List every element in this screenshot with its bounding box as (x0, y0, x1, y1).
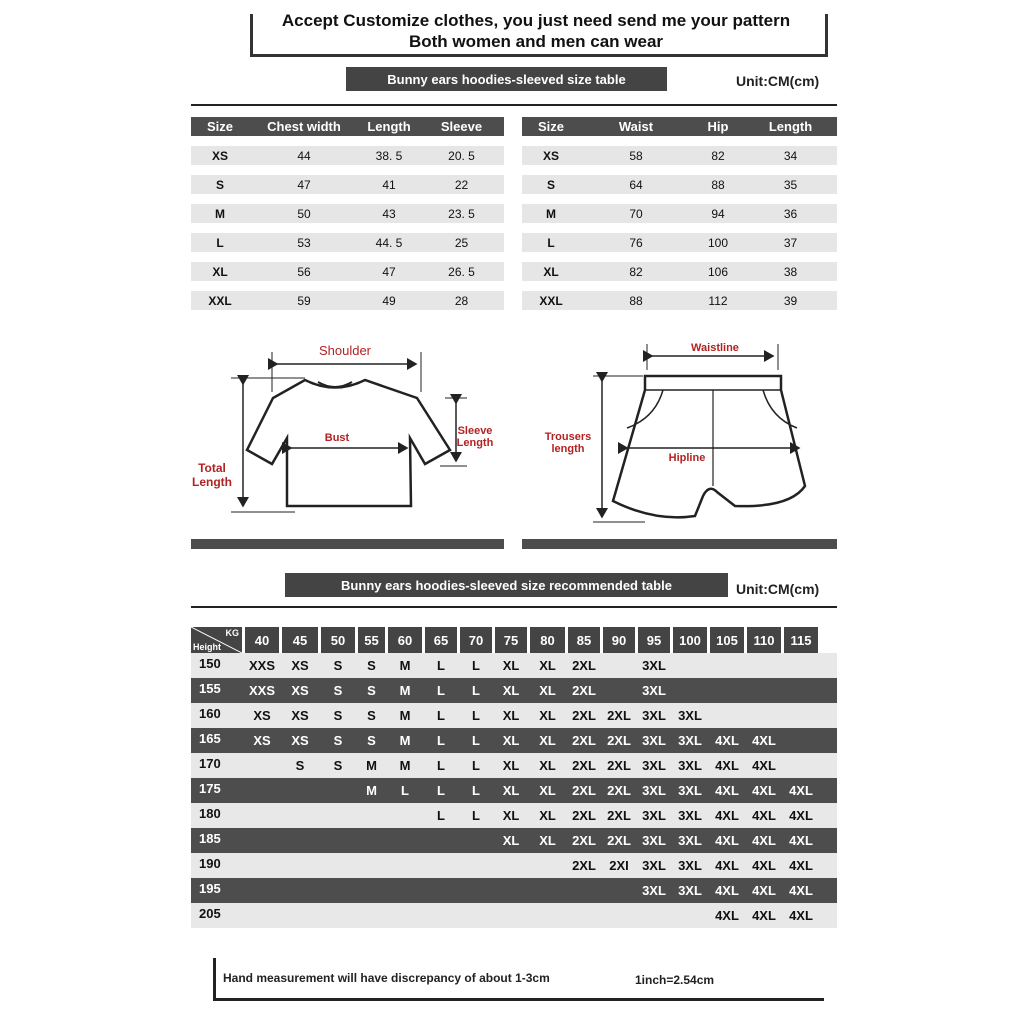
size-cell: 3XL (642, 883, 666, 898)
size-cell: 2XL (607, 708, 631, 723)
size-cell: XS (253, 708, 271, 723)
trousers-length-label: Trousers length (544, 431, 592, 455)
size-cell: 3XL (678, 783, 702, 798)
size-cell: L (472, 758, 480, 773)
size-cell: XL (502, 658, 520, 673)
size-cell: S (333, 758, 343, 773)
size-cell: L (437, 783, 445, 798)
size-table-unit: Unit:CM(cm) (736, 73, 820, 89)
kg-header-cell: 90 (603, 627, 635, 653)
bottom-table-cell: 82 (711, 148, 725, 163)
shoulder-label: Shoulder (318, 343, 372, 358)
size-cell: M (399, 683, 411, 698)
bottom-table-cell: 64 (629, 177, 643, 192)
size-cell: S (333, 708, 343, 723)
size-cell: 4XL (789, 783, 813, 798)
top-header-cell: Sleeve (440, 119, 483, 134)
recommended-row (191, 778, 837, 803)
top-table-cell: 59 (297, 293, 311, 308)
top-table-cell: M (215, 206, 225, 221)
size-cell: 4XL (752, 833, 776, 848)
top-table-cell: 20. 5 (448, 148, 475, 163)
size-cell: XL (502, 683, 520, 698)
kg-header-cell: 40 (245, 627, 279, 653)
size-cell: 4XL (752, 783, 776, 798)
size-cell: 2XL (572, 808, 596, 823)
top-table-cell: 22 (454, 177, 469, 192)
bottom-table-cell: S (546, 177, 555, 192)
size-cell: L (437, 733, 445, 748)
size-cell: 2XL (607, 833, 631, 848)
size-cell: M (399, 708, 411, 723)
top-table-header (191, 117, 504, 136)
size-cell: 3XL (678, 708, 702, 723)
recommended-row (191, 828, 837, 853)
size-cell: XXS (248, 683, 275, 698)
top-table-row (191, 175, 504, 194)
top-table-cell: 43 (382, 206, 396, 221)
top-table-cell: 26. 5 (448, 264, 475, 279)
kg-header-cell: 70 (460, 627, 492, 653)
bottom-size-table (522, 117, 837, 320)
size-cell: S (367, 733, 376, 748)
top-table-row (191, 204, 504, 223)
bottom-table-row (522, 233, 837, 252)
size-cell: 4XL (752, 808, 776, 823)
divider-rule-2 (191, 606, 837, 608)
size-cell: L (472, 783, 480, 798)
size-cell: L (437, 808, 445, 823)
size-cell: S (295, 758, 305, 773)
size-cell: M (399, 733, 411, 748)
top-table-row (191, 146, 504, 165)
size-cell: XL (539, 783, 556, 798)
size-cell: 2XL (572, 658, 596, 673)
bottom-table-cell: XS (542, 148, 559, 163)
top-table-cell: L (216, 235, 224, 250)
bottom-table-row (522, 204, 837, 223)
recommended-row (191, 803, 837, 828)
height-cell: 190 (199, 856, 221, 871)
top-table-row (191, 233, 504, 252)
bottom-table-cell: XXL (539, 293, 563, 308)
kg-header-cell: 75 (495, 627, 527, 653)
size-cell: 4XL (715, 733, 739, 748)
top-table-cell: 47 (382, 264, 396, 279)
height-cell: 195 (199, 881, 221, 896)
bottom-header-cell: Length (768, 119, 813, 134)
shorts-outline (613, 376, 805, 517)
recommended-body (191, 653, 837, 928)
size-cell: S (333, 658, 343, 673)
recommended-table (191, 627, 837, 928)
size-cell: L (472, 658, 480, 673)
size-cell: 4XL (715, 833, 739, 848)
size-cell: 2XL (572, 833, 596, 848)
sleeve-length-label: Sleeve Length (456, 425, 494, 449)
hipline-label: Hipline (668, 452, 706, 464)
size-cell: 3XL (678, 883, 702, 898)
size-cell: 3XL (678, 733, 702, 748)
size-cell: XL (539, 683, 556, 698)
recommended-row (191, 878, 837, 903)
bottom-header-cell: Size (537, 119, 564, 134)
size-cell: 2XL (572, 783, 596, 798)
bust-label: Bust (324, 432, 350, 444)
size-cell: S (367, 708, 376, 723)
size-cell: XS (291, 658, 309, 673)
bottom-table-cell: 100 (707, 235, 729, 250)
size-cell: XS (291, 708, 309, 723)
size-cell: 4XL (715, 883, 739, 898)
header-line-1: Accept Customize clothes, you just need send me your pattern (281, 11, 791, 30)
recommended-header-row (191, 627, 837, 653)
bottom-table-cell: 76 (629, 235, 643, 250)
bottom-table-cell: XL (543, 264, 559, 279)
top-table-cell: 53 (297, 235, 311, 250)
size-cell: 4XL (789, 808, 813, 823)
size-cell: XL (502, 733, 520, 748)
size-cell: XL (502, 808, 520, 823)
bottom-table-cell: 94 (711, 206, 725, 221)
size-cell: XXS (248, 658, 275, 673)
size-cell: L (437, 658, 445, 673)
size-cell: 3XL (678, 758, 702, 773)
kg-header-cell: 100 (673, 627, 707, 653)
recommended-row (191, 903, 837, 928)
bottom-table-cell: 112 (708, 293, 728, 308)
bottom-table-cell: 70 (629, 206, 643, 221)
kg-header-cell: 65 (425, 627, 457, 653)
recommended-unit: Unit:CM(cm) (736, 581, 820, 597)
bottom-table-cell: 37 (783, 235, 798, 250)
size-cell: S (367, 683, 376, 698)
bottom-table-cell: 88 (629, 293, 643, 308)
size-cell: 2XL (572, 683, 596, 698)
size-cell: XS (291, 683, 309, 698)
size-cell: 4XL (789, 908, 813, 923)
size-cell: 3XL (678, 858, 702, 873)
size-cell: 2XL (572, 858, 596, 873)
kg-header-cell: 60 (388, 627, 422, 653)
size-cell: 4XL (789, 833, 813, 848)
total-length-label: Total Length (192, 461, 232, 489)
top-header-cell: Size (206, 119, 233, 134)
size-cell: 4XL (715, 758, 739, 773)
size-cell: L (472, 683, 480, 698)
height-cell: 185 (199, 831, 221, 846)
kg-header-cell: 105 (710, 627, 744, 653)
height-cell: 160 (199, 706, 221, 721)
size-cell: XL (539, 658, 556, 673)
bottom-header-cell: Hip (707, 119, 729, 134)
kg-header-cell: 45 (282, 627, 318, 653)
kg-header-cell: 95 (638, 627, 670, 653)
size-cell: 3XL (642, 658, 666, 673)
size-cell: XL (539, 833, 556, 848)
size-cell: XL (502, 833, 520, 848)
top-table-cell: 50 (297, 206, 311, 221)
corner-cell (191, 627, 242, 653)
size-cell: L (437, 758, 445, 773)
size-cell: 2XL (572, 733, 596, 748)
kg-header-cell: 115 (784, 627, 818, 653)
recommended-row (191, 728, 837, 753)
size-cell: 4XL (752, 908, 776, 923)
height-cell: 170 (199, 756, 221, 771)
left-divider-bar (191, 539, 504, 549)
bottom-table-cell: 82 (629, 264, 643, 279)
size-cell: 3XL (642, 758, 666, 773)
size-cell: 3XL (642, 708, 666, 723)
top-table-cell: 41 (382, 177, 396, 192)
height-cell: 165 (199, 731, 221, 746)
top-table-cell: 23. 5 (448, 206, 475, 221)
size-cell: 3XL (642, 833, 666, 848)
size-cell: XL (539, 808, 556, 823)
bottom-table-cell: 36 (783, 206, 798, 221)
size-cell: XL (502, 783, 520, 798)
height-cell: 175 (199, 781, 221, 796)
top-table-row (191, 262, 504, 281)
corner-kg-label: KG (225, 628, 239, 638)
size-table-banner: Bunny ears hoodies-sleeved size table (346, 67, 667, 91)
top-table-cell: 25 (454, 235, 469, 250)
size-cell: S (333, 683, 343, 698)
recommended-banner: Bunny ears hoodies-sleeved size recommended table (285, 573, 728, 597)
corner-height-label: Height (193, 642, 221, 652)
size-cell: 4XL (752, 733, 776, 748)
size-cell: S (333, 733, 343, 748)
size-cell: M (399, 758, 411, 773)
size-cell: 2XL (607, 783, 631, 798)
size-cell: 3XL (642, 808, 666, 823)
bottom-table-row (522, 146, 837, 165)
header-line-2: Both women and men can wear (408, 32, 664, 51)
size-cell: 2XL (572, 708, 596, 723)
size-cell: XS (253, 733, 271, 748)
top-table-cell: S (215, 177, 224, 192)
size-cell: 4XL (715, 808, 739, 823)
size-cell: XL (539, 758, 556, 773)
top-table-cell: XS (211, 148, 228, 163)
kg-header-cell: 80 (530, 627, 565, 653)
size-cell: M (366, 783, 377, 798)
bottom-header-cell: Waist (618, 119, 654, 134)
size-cell: L (472, 808, 480, 823)
footer-note: Hand measurement will have discrepancy of about 1-3cm (223, 971, 550, 985)
shorts-diagram (585, 336, 825, 536)
top-header-cell: Length (367, 119, 411, 134)
size-cell: M (399, 658, 411, 673)
size-cell: 3XL (642, 783, 666, 798)
size-cell: L (401, 783, 409, 798)
bottom-table-cell: 35 (783, 177, 798, 192)
top-table-cell: 38. 5 (375, 148, 403, 163)
top-table-row (191, 291, 504, 310)
size-cell: 4XL (715, 908, 739, 923)
size-cell: L (437, 683, 445, 698)
height-cell: 155 (199, 681, 221, 696)
size-cell: L (472, 708, 480, 723)
size-cell: 3XL (642, 733, 666, 748)
recommended-row (191, 853, 837, 878)
recommended-row (191, 653, 837, 678)
top-size-table (191, 117, 504, 320)
size-cell: 3XL (642, 683, 666, 698)
waistline-label: Waistline (691, 342, 739, 354)
kg-header-cell: 85 (568, 627, 600, 653)
bottom-table-cell: 39 (783, 293, 798, 308)
size-cell: 4XL (789, 858, 813, 873)
size-cell: S (367, 658, 376, 673)
top-table-cell: 28 (454, 293, 469, 308)
size-cell: 4XL (715, 783, 739, 798)
size-cell: L (437, 708, 445, 723)
recommended-row (191, 703, 837, 728)
height-cell: 205 (199, 906, 221, 921)
size-cell: XL (502, 758, 520, 773)
kg-header-cell: 55 (358, 627, 385, 653)
bottom-table-row (522, 262, 837, 281)
bottom-table-cell: 34 (783, 148, 798, 163)
bottom-table-cell: 38 (783, 264, 798, 279)
footer-conversion: 1inch=2.54cm (635, 973, 715, 987)
recommended-row (191, 678, 837, 703)
size-cell: L (472, 733, 480, 748)
kg-header-cell: 110 (747, 627, 781, 653)
size-cell: 2XL (607, 733, 631, 748)
top-header-cell: Chest width (267, 119, 341, 134)
size-cell: 2XL (607, 758, 631, 773)
top-table-cell: 49 (382, 293, 396, 308)
recommended-row (191, 753, 837, 778)
bottom-table-row (522, 291, 837, 310)
right-divider-bar (522, 539, 837, 549)
top-table-cell: XL (212, 264, 228, 279)
size-cell: XL (539, 733, 556, 748)
bottom-table-cell: M (546, 206, 556, 221)
top-table-cell: 56 (297, 264, 311, 279)
size-cell: 2XI (609, 858, 629, 873)
size-cell: 3XL (678, 808, 702, 823)
height-cell: 150 (199, 656, 221, 671)
top-table-cell: XXL (208, 293, 232, 308)
bottom-table-cell: 88 (711, 177, 725, 192)
top-table-cell: 44 (297, 148, 311, 163)
size-cell: XS (291, 733, 309, 748)
size-cell: XL (539, 708, 556, 723)
top-table-cell: 47 (297, 177, 311, 192)
bottom-table-row (522, 175, 837, 194)
divider-rule (191, 104, 837, 106)
kg-header-cell: 50 (321, 627, 355, 653)
bottom-table-header (522, 117, 837, 136)
size-cell: 4XL (789, 883, 813, 898)
size-cell: 2XL (572, 758, 596, 773)
size-cell: M (366, 758, 377, 773)
size-cell: 2XL (607, 808, 631, 823)
size-cell: 4XL (715, 858, 739, 873)
size-cell: 3XL (642, 858, 666, 873)
size-cell: 4XL (752, 758, 776, 773)
bottom-table-cell: 106 (707, 264, 729, 279)
size-cell: 4XL (752, 883, 776, 898)
height-cell: 180 (199, 806, 221, 821)
top-table-cell: 44. 5 (375, 235, 403, 250)
bottom-table-cell: 58 (629, 148, 643, 163)
bottom-table-cell: L (547, 235, 555, 250)
size-cell: 4XL (752, 858, 776, 873)
size-cell: XL (502, 708, 520, 723)
size-cell: 3XL (678, 833, 702, 848)
